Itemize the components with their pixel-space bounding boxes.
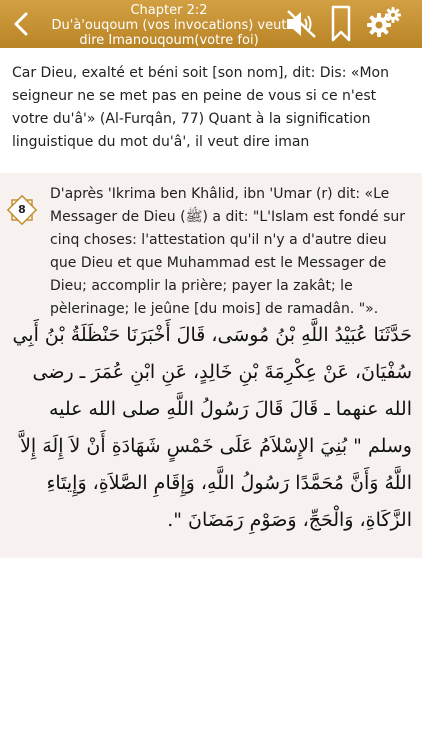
hadith-arabic-text: حَدَّثَنَا عُبَيْدُ اللَّهِ بْنُ مُوسَى، قَالَ أَخْبَرَنَا حَنْظَلَةُ بْنُ أَبِي سُفْيَانَ، عَنْ عِكْرِمَةَ بْنِ خَالِدٍ، عَنِ ابْنِ عُمَرَ ـ رضى الله عنهما ـ قَالَ قَالَ رَسُولُ اللَّهِ صلى الله عليه وسلم " بُنِيَ الإِسْلاَمُ عَلَى خَمْسٍ شَهَادَةِ أَنْ لاَ إِلَهَ إِلاَّ اللَّهُ وَأَنَّ مُحَمَّدًا رَسُولُ اللَّهِ، وَإِقَامِ الصَّلاَةِ، وَإِيتَاءِ الزَّكَاةِ، وَالْحَجِّ، وَصَوْمِ رَمَضَانَ ". [12,324,412,531]
hadith-number-badge [5,193,39,227]
speaker-muted-icon[interactable] [284,8,318,40]
navigation-bar [0,0,422,48]
chapter-title-line: dire Imanouqoum(votre foi) [79,33,259,48]
intro-section [0,52,422,172]
hadith-number: 8 [18,203,26,216]
hadith-french-text: D'après 'Ikrima ben Khâlid, ibn 'Umar (r) dit: «Le Messager de Dieu (ﷺ) a dit: "L'Islam est fondé sur cinq choses: l'attestation qu'il n'y a d'autre dieu que Dieu et que Muhammad est le Messager de Dieu; accomplir la prière; payer la zakât; le pèlerinage; le jeûne [du mois] de ramadân. "». [50,186,406,317]
chapter-number: Chapter 2:2 [130,3,208,18]
bookmark-icon[interactable] [329,5,353,43]
hadith-section [0,173,422,558]
chapter-title-line: Du'à'ouqoum (vos invocations) veut [51,18,287,33]
back-chevron-icon[interactable] [6,6,36,42]
gear-icon[interactable] [364,4,404,44]
chapter-title [50,3,288,48]
intro-text: Car Dieu, exalté et béni soit [son nom], dit: Dis: «Mon seigneur ne se met pas en peine de vous si ce n'est votre du'â'» (Al-Furqân, 77) Quant à la signification linguistique du mot du'â', il veut dire iman [12,65,389,150]
